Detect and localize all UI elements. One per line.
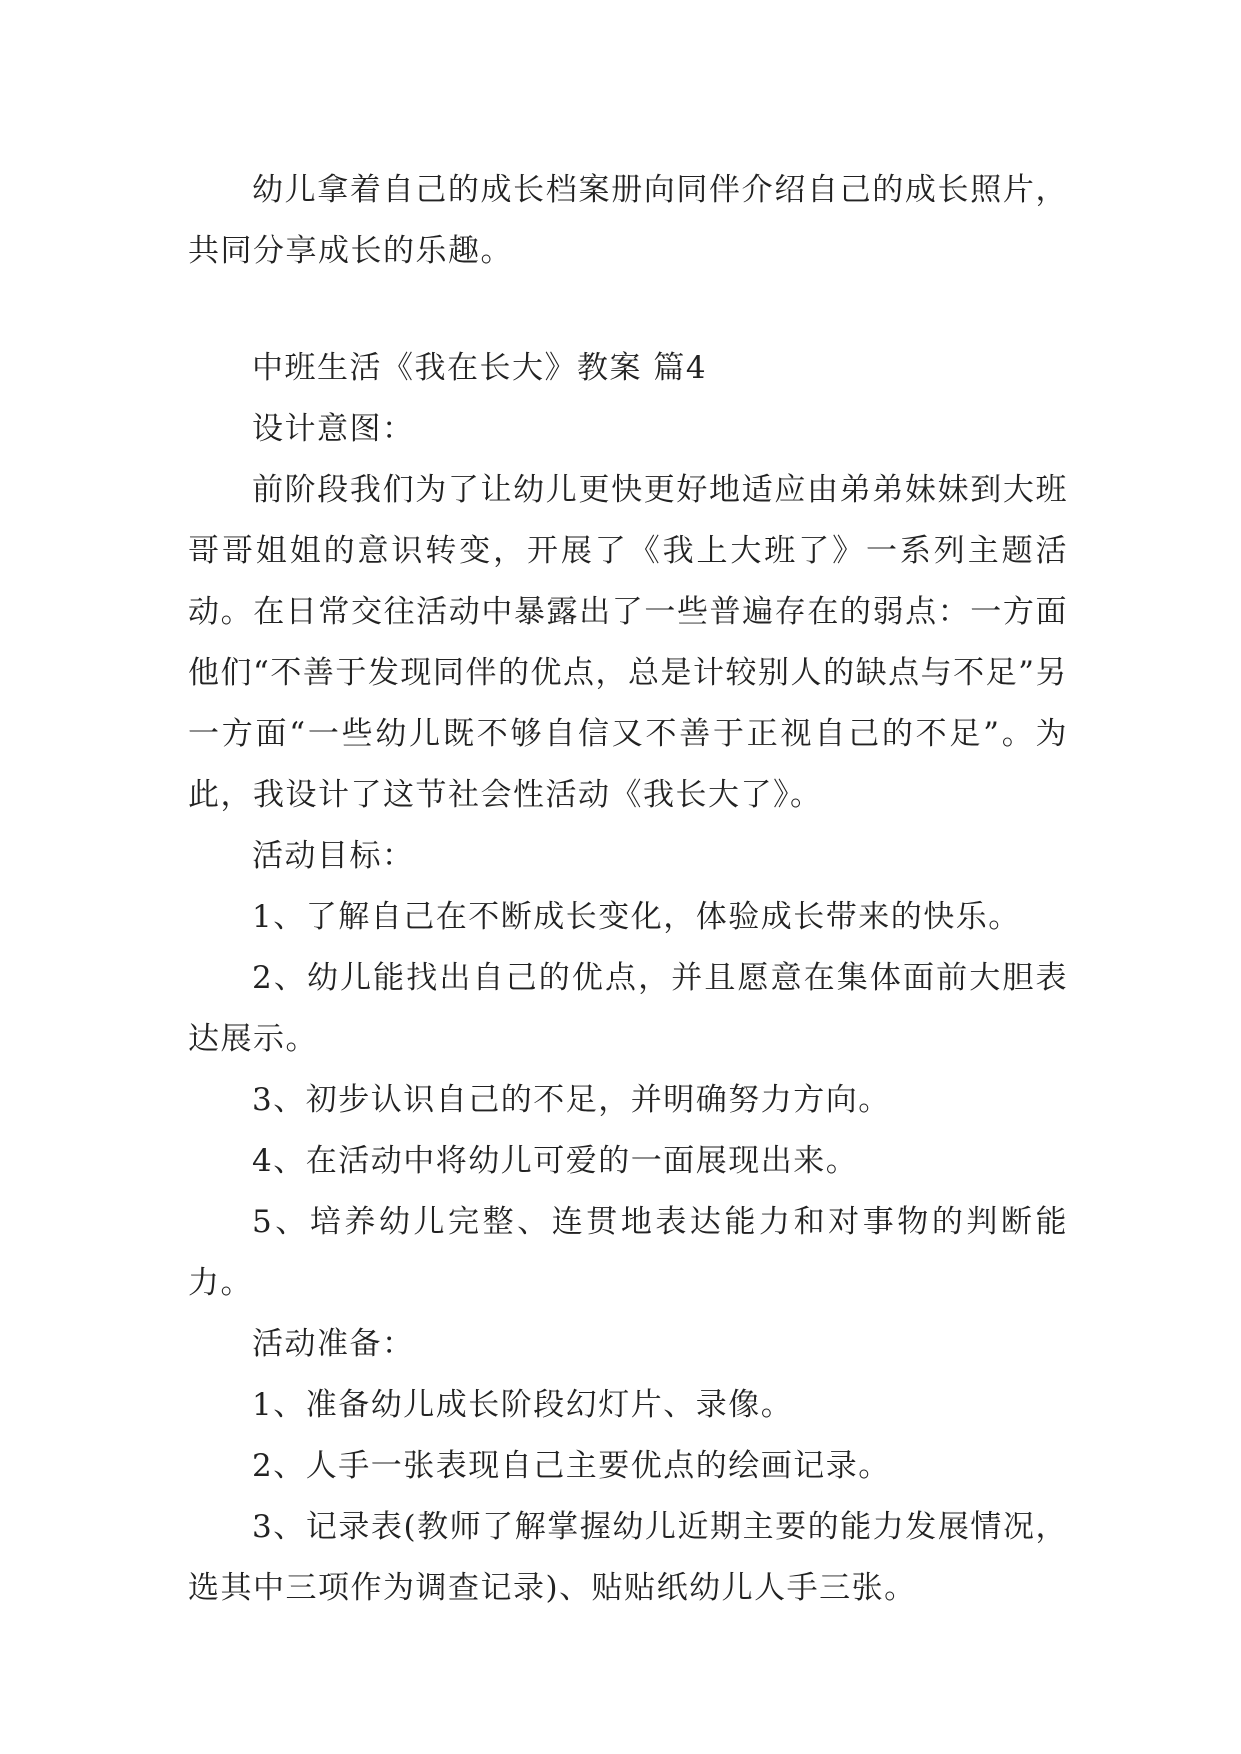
section-gap [188,282,1068,338]
design-label: 设计意图： [252,411,415,447]
goals-label: 活动目标： [252,838,415,874]
prep-item: 3、记录表(教师了解掌握幼儿近期主要的能力发展情况，选其中三项作为调查记录)、贴贴纸幼儿人手三张。 [188,1509,1068,1606]
prep-item: 2、人手一张表现自己主要优点的绘画记录。 [252,1448,891,1484]
goal-item: 4、在活动中将幼儿可爱的一面展现出来。 [252,1143,859,1179]
goal-item: 1、了解自己在不断成长变化，体验成长带来的快乐。 [252,899,1021,935]
document-body [188,160,1068,1619]
goal-item: 5、培养幼儿完整、连贯地表达能力和对事物的判断能力。 [188,1204,1068,1301]
goal-item: 3、初步认识自己的不足，并明确努力方向。 [252,1082,891,1118]
design-paragraph: 前阶段我们为了让幼儿更快更好地适应由弟弟妹妹到大班哥哥姐姐的意识转变，开展了《我上大班了》一系列主题活动。在日常交往活动中暴露出了一些普遍存在的弱点：一方面他们“不善于发现同伴的优点，总是计较别人的缺点与不足”另一方面“一些幼儿既不够自信又不善于正视自己的不足”。为此，我设计了这节社会性活动《我长大了》。 [188,472,1068,813]
prep-item: 1、准备幼儿成长阶段幻灯片、录像。 [252,1387,794,1423]
intro-paragraph: 幼儿拿着自己的成长档案册向同伴介绍自己的成长照片，共同分享成长的乐趣。 [188,172,1068,269]
prep-label: 活动准备： [252,1326,415,1362]
goal-item: 2、幼儿能找出自己的优点，并且愿意在集体面前大胆表达展示。 [188,960,1068,1057]
section-title: 中班生活《我在长大》教案 篇4 [252,350,708,386]
